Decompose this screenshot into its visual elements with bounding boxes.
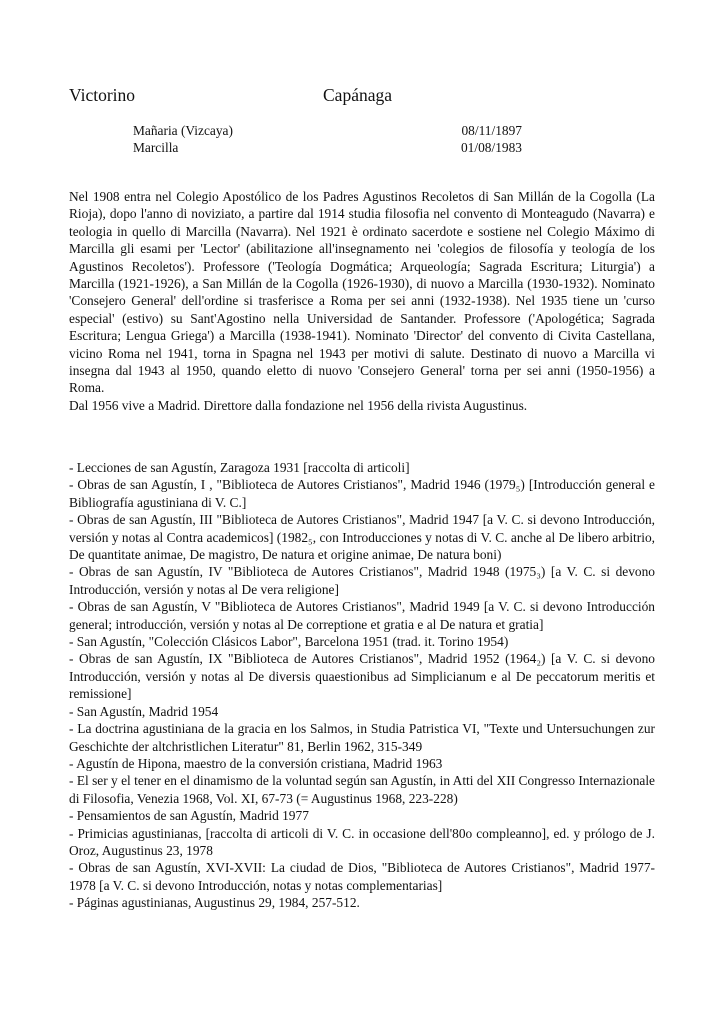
bibliography-entry: - San Agustín, "Colección Clásicos Labor", Barcelona 1951 (trad. it. Torino 1954) <box>69 634 509 650</box>
bibliography-entry: - Obras de san Agustín, III "Biblioteca de Autores Cristianos", Madrid 1947 [a V. C. si devono Introducción, versión y notas al Contra academicos] (1982₅, con Introducciones y notas di V. C. anche al De libero arbitrio, De quantitate animae, De magistro, De natura et origine animae, De natura boni) <box>69 512 655 563</box>
bibliography-entry: - Agustín de Hipona, maestro de la conversión cristiana, Madrid 1963 <box>69 755 443 771</box>
bibliography-entry: - Obras de san Agustín, IV "Biblioteca de Autores Cristianos", Madrid 1948 (1975₃) [a V. C. si devono Introducción, versión y notas al De vera religione] <box>69 564 655 597</box>
bibliography-list <box>69 459 655 912</box>
birth-date: 08/11/1897 <box>461 123 522 138</box>
biography-paragraph: Dal 1956 vive a Madrid. Direttore dalla fondazione nel 1956 della rivista Augustinus. <box>69 397 528 413</box>
birth-place: Mañaria (Vizcaya) <box>133 123 233 138</box>
bibliography-entry: - Pensamientos de san Agustín, Madrid 1977 <box>69 808 309 824</box>
bibliography-entry: - Obras de san Agustín, IX "Biblioteca de Autores Cristianos", Madrid 1952 (1964₂) [a V. C. si devono Introducción, versión y notas al De diversis quaestionibus ad Simplicianum e al De peccatorum meritis et remissione] <box>69 651 655 702</box>
bibliography-entry: - La doctrina agustiniana de la gracia en los Salmos, in Studia Patristica VI, "Texte und Untersuchungen zur Geschichte der altchristlichen Literatur" 81, Berlin 1962, 315-349 <box>69 721 655 754</box>
biography-paragraph: Nel 1908 entra nel Colegio Apostólico de los Padres Agustinos Recoletos di San Millán de la Cogolla (La Rioja), dopo l'anno di noviziato, a partire dal 1914 studia filosofia nel convento di Monteagudo (Navarra) e teologia in quello di Marcilla (Navarra). Nel 1921 è ordinato sacerdote e sostiene nel Colegio Máximo di Marcilla gli esami per 'Lector' (abilitazione all'insegnamento nei 'colegios de filosofía y teología de los Agustinos Recoletos'). Professore ('Teología Dogmática; Arqueología; Sagrada Escritura; Liturgia') a Marcilla (1921-1926), a San Millán de la Cogolla (1926-1930), di nuovo a Marcilla (1930-1932). Nominato 'Consejero General' dell'ordine si trasferisce a Roma per sei anni (1932-1938). Nel 1935 tiene un 'curso especial' (estivo) su Sant'Agostino nella Universidad de Santander. Professore ('Apologética; Sagrada Escritura; Lengua Griega') a Marcilla (1938-1941). Nominato 'Director' del convento di Civita Castellana, vicino Roma nel 1941, torna in Spagna nel 1943 per motivi di salute. Destinato di nuovo a Marcilla vi insegna dal 1943 al 1950, quando eletto di nuovo 'Consejero General' torna per sei anni (1950-1956) a Roma. <box>69 189 655 396</box>
bibliography-entry: - Páginas agustinianas, Augustinus 29, 1984, 257-512. <box>69 895 360 911</box>
bibliography-entry: - Obras de san Agustín, XVI-XVII: La ciudad de Dios, "Biblioteca de Autores Cristianos", Madrid 1977-1978 [a V. C. si devono Introducción, notas y notas complementarias] <box>69 860 655 893</box>
bibliography-entry: - El ser y el tener en el dinamismo de la voluntad según san Agustín, in Atti del XII Congresso Internazionale di Filosofia, Venezia 1968, Vol. XI, 67-73 (= Augustinus 1968, 223-228) <box>69 773 655 806</box>
biography <box>69 188 655 414</box>
bibliography <box>69 459 655 912</box>
bibliography-entry: - Primicias agustinianas, [raccolta di articoli di V. C. in occasione dell'80o compleanno], ed. y prólogo de J. Oroz, Augustinus 23, 1978 <box>69 825 655 858</box>
bibliography-entry: - Obras de san Agustín, V "Biblioteca de Autores Cristianos", Madrid 1949 [a V. C. si devono Introducción general; introducción, versión y notas al De correptione et gratia e al De natura et gratia] <box>69 599 655 632</box>
bibliography-entry: - Obras de san Agustín, I , "Biblioteca de Autores Cristianos", Madrid 1946 (1979₅) [Introducción general e Bibliografía agustiniana di V. C.] <box>69 477 655 510</box>
first-name: Victorino <box>69 85 136 105</box>
last-name: Capánaga <box>323 85 392 105</box>
bibliography-entry: - San Agustín, Madrid 1954 <box>69 703 219 719</box>
death-place: Marcilla <box>133 140 179 155</box>
death-date: 01/08/1983 <box>460 140 522 155</box>
bibliography-entry: - Lecciones de san Agustín, Zaragoza 1931 [raccolta di articoli] <box>69 460 410 475</box>
